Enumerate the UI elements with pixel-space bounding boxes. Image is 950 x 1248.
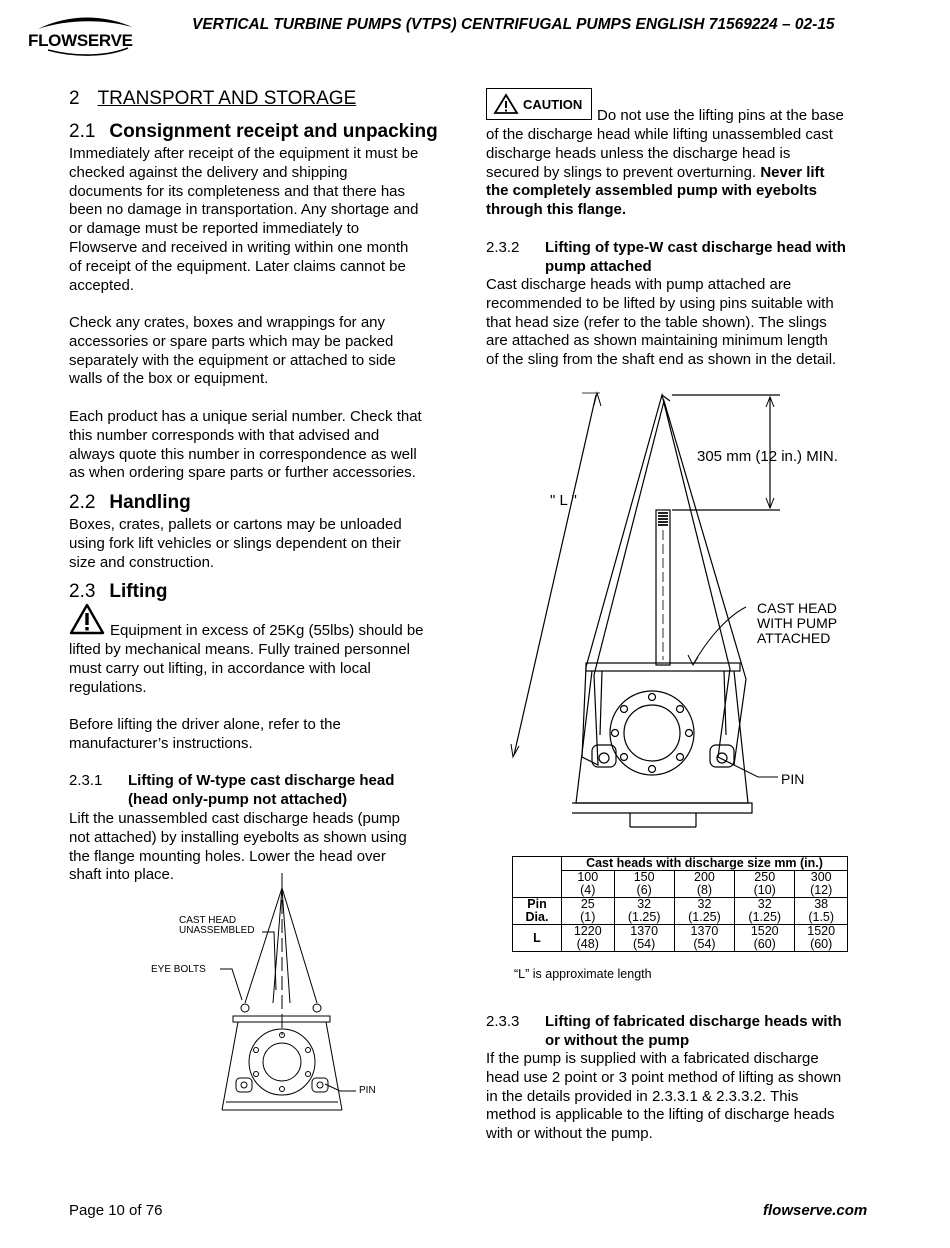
section-2-2-paragraph: Boxes, crates, pallets or cartons may be unloaded using fork lift vehicles or slings dependent on their size and construction. bbox=[69, 516, 402, 571]
cast-head-size-table bbox=[512, 856, 848, 952]
eye-bolts-label: EYE BOLTS bbox=[151, 964, 206, 975]
lifting-warning-first-line: Equipment in excess of 25Kg (55lbs) should be bbox=[110, 622, 424, 639]
warning-triangle-icon bbox=[69, 603, 105, 640]
section-2-1-heading: 2.1 Consignment receipt and unpacking bbox=[69, 121, 438, 142]
min-length-dimension-label: 305 mm (12 in.) MIN. bbox=[697, 448, 838, 465]
section-2-3-paragraph-2: Before lifting the driver alone, refer to the manufacturer’s instructions. bbox=[69, 716, 341, 752]
section-2-1-paragraph-2: Check any crates, boxes and wrappings for any accessories or spare parts which may be packed separately with the equipment or attached to side walls of the box or equipment. bbox=[69, 314, 396, 388]
sling-length-L-label: " L " bbox=[550, 492, 577, 509]
cast-head-unassembled-label: CAST HEAD UNASSEMBLED bbox=[179, 915, 255, 936]
footer-website: flowserve.com bbox=[763, 1202, 868, 1219]
section-2-1-paragraph-3: Each product has a unique serial number. Check that this number corresponds with that advised and always quote this number in correspondence as well as when ordering spare parts or further accessories. bbox=[69, 408, 422, 482]
section-2-3-3-paragraph: If the pump is supplied with a fabricated discharge head use 2 point or 3 point method of lifting as shown in the details provided in 2.3.3.1 & 2.3.3.2. This method is applicable to the lifting of discharge heads with or without the pump. bbox=[486, 1050, 842, 1143]
eyebolt-lifting-figure bbox=[170, 870, 410, 1120]
pin-label-small: PIN bbox=[359, 1085, 376, 1096]
caution-badge: CAUTION bbox=[486, 88, 592, 120]
table-row: L 1220 (48) 1370 (54) 1370 (54) 1520 (60) 1520 (60) bbox=[513, 925, 848, 952]
table-note: “L” is approximate length bbox=[514, 967, 652, 981]
section-2-3-3-heading: 2.3.3 Lifting of fabricated discharge heads with or without the pump bbox=[486, 1013, 842, 1049]
flowserve-logo bbox=[28, 12, 142, 58]
section-2-3-1-paragraph: Lift the unassembled cast discharge heads (pump not attached) by installing eyebolts as shown using the flange mounting holes. Lower the head over shaft into place. bbox=[69, 810, 407, 884]
caution-first-line: Do not use the lifting pins at the base bbox=[597, 107, 844, 124]
document-header-title: VERTICAL TURBINE PUMPS (VTPS) CENTRIFUGAL PUMPS ENGLISH 71569224 – 02-15 bbox=[192, 16, 835, 33]
section-2-1-paragraph-1: Immediately after receipt of the equipment it must be checked against the delivery and shipping documents for its completeness and that there has been no damage in transportation. Any shortage and or damage must be reported immediately to Flowserve and received in writing within one month of receipt of the equipment. Later claims cannot be accepted. bbox=[69, 145, 419, 294]
section-2-3-2-heading: 2.3.2 Lifting of type-W cast discharge head with pump attached bbox=[486, 239, 846, 275]
pin-label-large: PIN bbox=[781, 771, 805, 787]
table-row: 100 (4) 150 (6) 200 (8) 250 (10) 300 (12) bbox=[513, 871, 848, 898]
section-2-3-2-paragraph: Cast discharge heads with pump attached are recommended to be lifted by using pins suitable with that head size (refer to the table shown). The slings are attached as shown maintaining minimum length of the sling from the shaft end as shown in the detail. bbox=[486, 276, 837, 369]
caution-triangle-icon bbox=[493, 93, 519, 115]
table-row: Pin Dia. 25 (1) 32 (1.25) 32 (1.25) 32 (1.25) 38 (1.5) bbox=[513, 898, 848, 925]
section-2-3-paragraph-1: lifted by mechanical means. Fully trained personnel must carry out lifting, in accordance with local regulations. bbox=[69, 641, 411, 696]
cast-head-with-pump-label: CAST HEAD WITH PUMP ATTACHED bbox=[757, 600, 838, 646]
page-number: Page 10 of 76 bbox=[69, 1202, 163, 1219]
logo-text: FLOWSERVE bbox=[28, 31, 133, 50]
section-2-3-heading: 2.3 Lifting bbox=[69, 581, 168, 602]
section-2-heading: 2 TRANSPORT AND STORAGE bbox=[69, 88, 357, 109]
caution-text: of the discharge head while lifting unassembled cast discharge heads unless the discharge head is secured by slings to prevent overturning. Never lift the completely assembled pump with eyebolts through this flange. bbox=[486, 126, 833, 219]
section-2-3-1-heading: 2.3.1 Lifting of W-type cast discharge head (head only-pump not attached) bbox=[69, 772, 395, 808]
table-header-row: Cast heads with discharge size mm (in.) bbox=[513, 857, 848, 871]
section-2-2-heading: 2.2 Handling bbox=[69, 492, 191, 513]
